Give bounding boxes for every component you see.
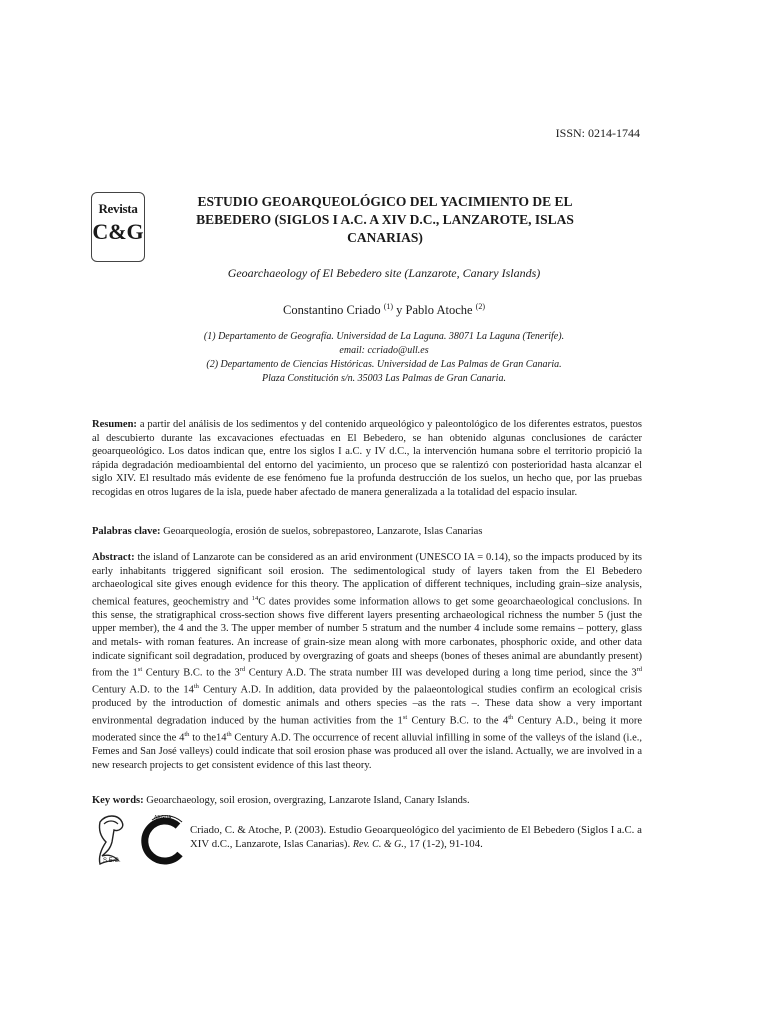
citation-text: Criado, C. & Atoche, P. (2003). Estudio Geoarqueológico del yacimiento de El Bebedero (Siglos I a.C. a XIV d.C., Lanzarote, Islas Canarias). <box>190 824 642 850</box>
superscript: th <box>184 731 190 739</box>
svg-text:AEGUA: AEGUA <box>154 815 172 821</box>
superscript: th <box>508 714 514 722</box>
logo-line2: C&G <box>92 219 144 244</box>
superscript: 14 <box>251 594 259 602</box>
abstract-text: Century A.D. The occurrence of recent alluvial infilling in some of the valleys of the island (i.e., Femes and San José valleys) could indicate that soil erosion phase was produced all over the island. Actually, we are involved in a new research projects to get consistent evidence of this last theory. <box>92 732 643 771</box>
superscript: rd <box>636 666 642 674</box>
keywords-label: Key words: <box>92 795 144 806</box>
affiliation-email: email: ccriado@ull.es <box>339 345 429 356</box>
issn: ISSN: 0214-1744 <box>555 126 640 140</box>
palabras-label: Palabras clave: <box>92 526 161 537</box>
revista-cg-logo <box>91 192 145 262</box>
author-2: Pablo Atoche <box>405 303 473 318</box>
superscript: st <box>402 714 408 722</box>
abstract-text: Century B.C. to the 3 <box>142 667 240 679</box>
article-subtitle: Geoarchaeology of El Bebedero site (Lanzarote, Canary Islands) <box>227 266 541 280</box>
key-words <box>92 795 642 806</box>
author-1: Constantino Criado <box>283 303 381 318</box>
keywords-text: Geoarchaeology, soil erosion, overgrazing, Lanzarote Island, Canary Islands. <box>146 795 470 806</box>
palabras-text: Geoarqueología, erosión de suelos, sobrepastoreo, Lanzarote, Islas Canarias <box>163 526 483 537</box>
seg-label: S.E.G. <box>103 858 121 864</box>
abstract-text: to the14 <box>189 732 227 744</box>
logo-line1: Revista <box>98 201 138 216</box>
citation <box>190 823 645 852</box>
abstract-text: Century A.D. In addition, data provided by the palaeontological studies confirm an ecological crisis produced by the introduction of domestic animals and others species –as the rats –. These data show a very important environmental degradation induced by the human activities from the 1 <box>92 684 642 727</box>
affiliation-line: Plaza Constitución s/n. 35003 Las Palmas de Gran Canaria. <box>262 373 506 384</box>
abstract-text: C dates provides some information allows to get some geoarchaeological conclusions. In this sense, the stratigraphical cross-section shows five different layers presenting archaeological richness the number 5 (just the upper member), the 4 and the 3. The upper member of number 5 stratum and the number 4 include some remains – pottery, glass and metals- with roman features. An increase of grain-size mean along with more carbonates, phosphoric oxide, and other data indicate significant soil degradation, produced by overgrazing of goats and sheeps (bones of theses animal are abundantly present) from the 1 <box>92 596 642 679</box>
authors <box>96 302 672 318</box>
affiliations <box>96 330 672 386</box>
author-separator: y <box>393 303 406 318</box>
aegua-logo-icon <box>138 812 190 868</box>
article-title: ESTUDIO GEOARQUEOLÓGICO DEL YACIMIENTO DE EL BEBEDERO (SIGLOS I A.C. A XIV D.C., LANZAROTE, ISLAS CANARIAS) <box>196 194 574 245</box>
abstract-paragraph <box>92 551 642 772</box>
superscript: st <box>137 666 143 674</box>
author-2-mark: (2) <box>475 302 485 311</box>
superscript: rd <box>239 666 246 674</box>
resumen-paragraph <box>92 418 642 500</box>
abstract-text: Century A.D., being it more moderated since the 4 <box>92 715 642 744</box>
abstract-text: Century B.C. to the 4 <box>407 715 509 727</box>
palabras-clave <box>92 526 642 537</box>
abstract-label: Abstract: <box>92 552 135 563</box>
abstract-text: Century A.D. to the 14 <box>92 684 194 696</box>
affiliation-line: (1) Departamento de Geografía. Universidad de La Laguna. 38071 La Laguna (Tenerife). <box>203 331 565 342</box>
resumen-text: a partir del análisis de los sedimentos y del contenido arqueológico y paleontológico de los diferentes estratos, puestos al descubierto durante las excavaciones efectuadas en El Bebedero, se han obtenido algunas conclusiones de carácter geoarqueológico. Los datos indican que, entre los siglos I a.C. y IV d.C., la intervención humana sobre el territorio propició la rápida degradación medioambiental del entorno del yacimiento, un proceso que se ralentizó con posterioridad hasta alcanzar el siglo XIV. El resultado más evidente de ese fenómeno fue la profunda destrucción de los suelos, un hecho que, por las pruebas recogidas en otros lugares de la isla, puede haber afectado de manera generalizada a la totalidad del espacio insular. <box>92 419 642 498</box>
citation-rest: 17 (1-2), 91-104. <box>406 838 483 850</box>
abstract-text: the island of Lanzarote can be considered as an arid environment (UNESCO IA = 0.14), so the impacts produced by its early inhabitants triggered significant soil erosion. The sedimentological study of layers taken from the El Bebedero archaeological site gives enough evidence for this theory. The application of different techniques, including grain–size analysis, chemical features, geochemistry and <box>92 552 642 608</box>
superscript: th <box>193 683 199 691</box>
superscript: th <box>226 731 232 739</box>
citation-journal: Rev. C. & G., <box>352 839 407 850</box>
resumen-label: Resumen: <box>92 419 137 430</box>
author-1-mark: (1) <box>383 302 394 311</box>
abstract-text: Century A.D. The strata number III was developed during a long time period, since the 3 <box>245 667 637 679</box>
affiliation-line: (2) Departamento de Ciencias Históricas. Universidad de Las Palmas de Gran Canaria. <box>206 359 562 370</box>
